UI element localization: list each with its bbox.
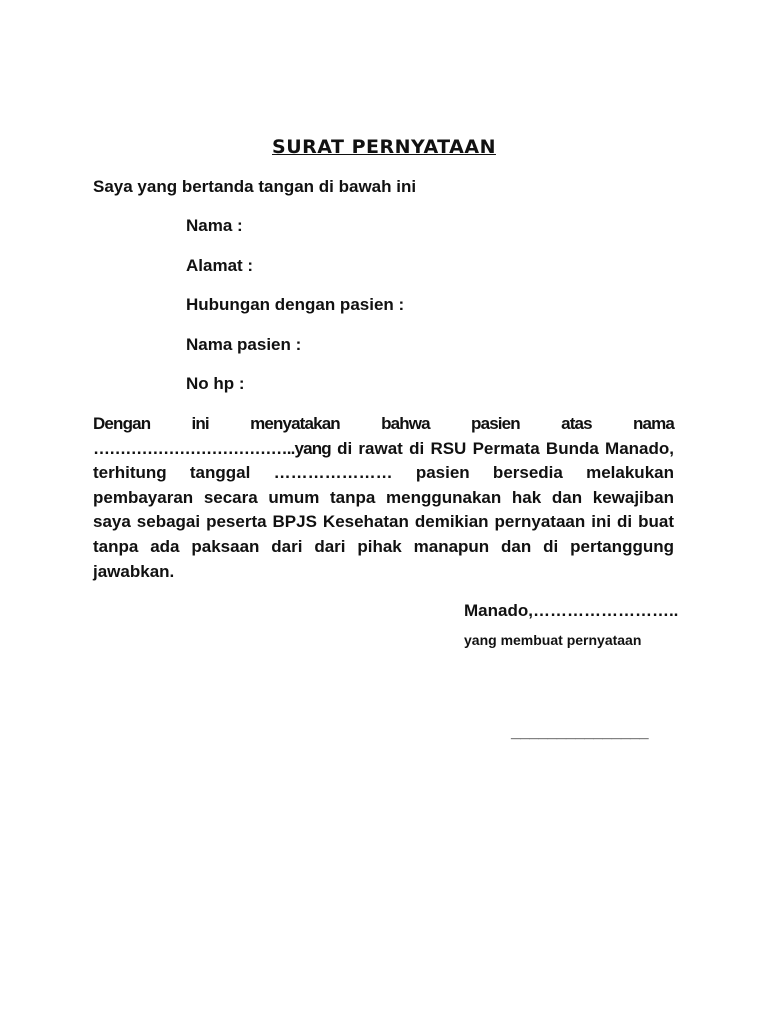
- statement-paragraph: [93, 412, 674, 584]
- statement-body: di rawat di RSU Permata Bunda Manado, terhitung tanggal ………………… pasien bersedia melakukan pembayaran secara umum tanpa menggunakan hak dan kewajiban saya sebagai peserta BPJS Kesehatan demikian pernyataan ini di buat tanpa ada paksaan dari dari pihak manapun dan di pertanggung jawabkan.: [93, 438, 674, 581]
- maker-label: yang membuat pernyataan: [464, 632, 642, 648]
- field-hubungan-dengan-pasien: Hubungan dengan pasien :: [186, 295, 405, 314]
- field-nama: Nama :: [186, 216, 243, 235]
- place-date: Manado,……………………..: [464, 601, 679, 620]
- signature-line: _______________: [511, 722, 649, 741]
- field-no-hp: No hp :: [186, 374, 245, 393]
- intro-text: Saya yang bertanda tangan di bawah ini: [93, 177, 417, 196]
- page-title: SURAT PERNYATAAN: [272, 136, 496, 158]
- field-alamat: Alamat :: [186, 256, 254, 275]
- field-nama-pasien: Nama pasien :: [186, 335, 302, 354]
- statement-line-1: Dengan ini menyatakan bahwa pasien atas nama ………………………………..yang: [93, 414, 674, 458]
